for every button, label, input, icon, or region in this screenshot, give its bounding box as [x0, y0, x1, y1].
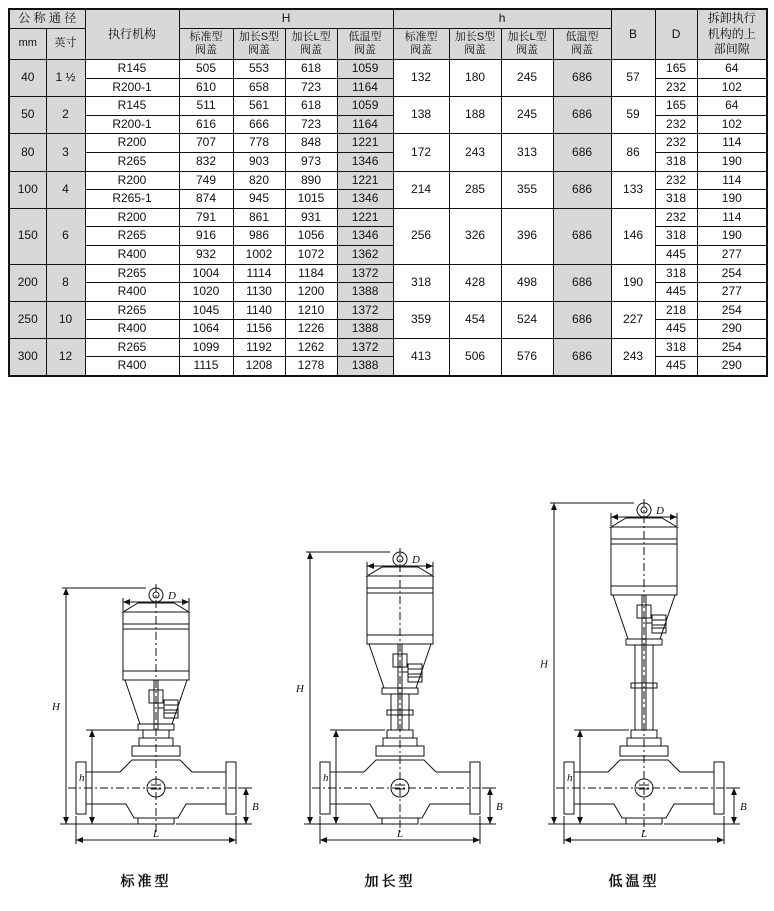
cell-dn-mm: 200	[9, 264, 46, 301]
header-bonnet-type: 加长L型 阀盖	[501, 28, 553, 59]
cell-dn-mm: 250	[9, 301, 46, 338]
cell-actuator: R200-1	[85, 78, 179, 97]
cell-h-value: 686	[553, 338, 611, 376]
cell-actuator: R145	[85, 97, 179, 116]
cell-h-value: 454	[449, 301, 501, 338]
cell-clearance-value: 64	[697, 59, 767, 78]
cell-h-value: 686	[553, 171, 611, 208]
cell-D-value: 318	[655, 338, 697, 357]
cell-H-value: 1346	[337, 227, 393, 246]
table-row	[9, 338, 767, 357]
cell-dn-inch: 6	[46, 208, 85, 264]
cell-H-value: 1221	[337, 208, 393, 227]
valve-drawing-lowtemp	[512, 493, 756, 863]
svg-text:L: L	[153, 828, 160, 841]
table-row	[9, 97, 767, 116]
cell-actuator: R265	[85, 338, 179, 357]
figures-section	[24, 493, 750, 891]
cell-dn-mm: 80	[9, 134, 46, 171]
cell-D-value: 445	[655, 320, 697, 339]
cell-H-value: 1372	[337, 301, 393, 320]
cell-actuator: R200	[85, 208, 179, 227]
cell-dn-inch: 1 ½	[46, 59, 85, 96]
table-row	[9, 171, 767, 190]
cell-dn-mm: 50	[9, 97, 46, 134]
cell-D-value: 318	[655, 227, 697, 246]
cell-clearance-value: 114	[697, 134, 767, 153]
header-inch: 英寸	[46, 28, 85, 59]
cell-actuator: R265	[85, 301, 179, 320]
cell-actuator: R400	[85, 283, 179, 302]
header-H: H	[179, 9, 393, 28]
cell-B-value: 243	[611, 338, 655, 376]
figure-caption-extended: 加长型	[364, 873, 416, 890]
svg-text:L: L	[641, 828, 648, 841]
table-row	[9, 208, 767, 227]
cell-h-value: 686	[553, 97, 611, 134]
cell-h-value: 245	[501, 97, 553, 134]
cell-B-value: 227	[611, 301, 655, 338]
cell-H-value: 1002	[233, 245, 285, 264]
svg-text:D: D	[412, 554, 420, 567]
header-mm: mm	[9, 28, 46, 59]
cell-H-value: 610	[179, 78, 233, 97]
cell-H-value: 832	[179, 152, 233, 171]
cell-h-value: 413	[393, 338, 449, 376]
cell-dn-inch: 10	[46, 301, 85, 338]
cell-dn-inch: 2	[46, 97, 85, 134]
cell-clearance-value: 277	[697, 245, 767, 264]
header-bonnet-type: 加长S型 阀盖	[449, 28, 501, 59]
cell-h-value: 172	[393, 134, 449, 171]
cell-dn-inch: 4	[46, 171, 85, 208]
cell-H-value: 1056	[285, 227, 337, 246]
cell-H-value: 973	[285, 152, 337, 171]
cell-D-value: 318	[655, 152, 697, 171]
cell-D-value: 318	[655, 264, 697, 283]
cell-H-value: 916	[179, 227, 233, 246]
cell-H-value: 1388	[337, 357, 393, 376]
header-h: h	[393, 9, 611, 28]
svg-text:D: D	[168, 590, 176, 603]
cell-h-value: 359	[393, 301, 449, 338]
valve-figure-lowtemp	[512, 493, 756, 891]
cell-H-value: 1221	[337, 134, 393, 153]
cell-clearance-value: 254	[697, 301, 767, 320]
table-row	[9, 301, 767, 320]
cell-B-value: 86	[611, 134, 655, 171]
cell-h-value: 313	[501, 134, 553, 171]
cell-dn-mm: 150	[9, 208, 46, 264]
cell-actuator: R265	[85, 264, 179, 283]
cell-H-value: 1278	[285, 357, 337, 376]
cell-D-value: 445	[655, 245, 697, 264]
cell-actuator: R400	[85, 245, 179, 264]
cell-clearance-value: 64	[697, 97, 767, 116]
cell-H-value: 505	[179, 59, 233, 78]
cell-actuator: R265-1	[85, 190, 179, 209]
cell-clearance-value: 290	[697, 357, 767, 376]
cell-dn-mm: 40	[9, 59, 46, 96]
cell-D-value: 232	[655, 134, 697, 153]
cell-H-value: 1210	[285, 301, 337, 320]
cell-h-value: 245	[501, 59, 553, 96]
cell-H-value: 1020	[179, 283, 233, 302]
valve-diagram	[512, 493, 756, 858]
cell-clearance-value: 190	[697, 190, 767, 209]
cell-H-value: 1130	[233, 283, 285, 302]
cell-h-value: 524	[501, 301, 553, 338]
table-row	[9, 59, 767, 78]
svg-text:h: h	[79, 772, 85, 785]
table-row	[9, 264, 767, 283]
cell-h-value: 326	[449, 208, 501, 264]
cell-H-value: 723	[285, 78, 337, 97]
cell-H-value: 1372	[337, 338, 393, 357]
cell-clearance-value: 190	[697, 152, 767, 171]
cell-H-value: 1184	[285, 264, 337, 283]
cell-clearance-value: 254	[697, 264, 767, 283]
cell-actuator: R200-1	[85, 115, 179, 134]
cell-H-value: 1045	[179, 301, 233, 320]
cell-H-value: 561	[233, 97, 285, 116]
cell-H-value: 1388	[337, 283, 393, 302]
svg-text:B: B	[740, 801, 747, 814]
cell-dn-mm: 300	[9, 338, 46, 376]
cell-h-value: 214	[393, 171, 449, 208]
cell-H-value: 749	[179, 171, 233, 190]
svg-text:B: B	[252, 801, 259, 814]
cell-H-value: 1114	[233, 264, 285, 283]
cell-D-value: 218	[655, 301, 697, 320]
cell-H-value: 1262	[285, 338, 337, 357]
cell-H-value: 1099	[179, 338, 233, 357]
cell-h-value: 243	[449, 134, 501, 171]
cell-actuator: R265	[85, 152, 179, 171]
cell-H-value: 1164	[337, 78, 393, 97]
cell-D-value: 232	[655, 115, 697, 134]
cell-H-value: 1388	[337, 320, 393, 339]
cell-B-value: 59	[611, 97, 655, 134]
header-bonnet-type: 加长L型 阀盖	[285, 28, 337, 59]
cell-D-value: 232	[655, 78, 697, 97]
cell-D-value: 165	[655, 59, 697, 78]
cell-H-value: 723	[285, 115, 337, 134]
cell-dn-inch: 12	[46, 338, 85, 376]
cell-h-value: 256	[393, 208, 449, 264]
cell-H-value: 1226	[285, 320, 337, 339]
header-actuator: 执行机构	[85, 9, 179, 59]
valve-drawing-standard	[24, 578, 268, 863]
cell-H-value: 511	[179, 97, 233, 116]
cell-D-value: 232	[655, 208, 697, 227]
svg-text:h: h	[567, 772, 573, 785]
cell-clearance-value: 102	[697, 78, 767, 97]
cell-h-value: 506	[449, 338, 501, 376]
header-bonnet-type: 低温型 阀盖	[337, 28, 393, 59]
cell-H-value: 931	[285, 208, 337, 227]
cell-H-value: 553	[233, 59, 285, 78]
cell-clearance-value: 114	[697, 171, 767, 190]
svg-text:H: H	[296, 683, 304, 696]
cell-h-value: 686	[553, 59, 611, 96]
valve-diagram	[24, 578, 268, 858]
cell-H-value: 1156	[233, 320, 285, 339]
cell-H-value: 1346	[337, 190, 393, 209]
cell-B-value: 133	[611, 171, 655, 208]
figure-caption-lowtemp: 低温型	[608, 873, 660, 890]
cell-actuator: R400	[85, 357, 179, 376]
cell-H-value: 791	[179, 208, 233, 227]
cell-h-value: 318	[393, 264, 449, 301]
svg-text:H: H	[540, 658, 548, 671]
cell-H-value: 1004	[179, 264, 233, 283]
cell-B-value: 190	[611, 264, 655, 301]
svg-text:B: B	[496, 801, 503, 814]
header-bonnet-type: 低温型 阀盖	[553, 28, 611, 59]
header-bonnet-type: 标准型 阀盖	[393, 28, 449, 59]
cell-D-value: 318	[655, 190, 697, 209]
cell-h-value: 686	[553, 301, 611, 338]
header-clearance: 拆卸执行 机构的上 部间隙	[697, 9, 767, 59]
header-D: D	[655, 9, 697, 59]
cell-H-value: 874	[179, 190, 233, 209]
cell-H-value: 1015	[285, 190, 337, 209]
cell-clearance-value: 290	[697, 320, 767, 339]
cell-H-value: 666	[233, 115, 285, 134]
valve-figure-standard	[24, 578, 268, 891]
cell-B-value: 146	[611, 208, 655, 264]
cell-h-value: 285	[449, 171, 501, 208]
cell-H-value: 1140	[233, 301, 285, 320]
valve-drawing-extended	[268, 542, 512, 863]
cell-h-value: 686	[553, 264, 611, 301]
cell-H-value: 1372	[337, 264, 393, 283]
cell-h-value: 180	[449, 59, 501, 96]
cell-clearance-value: 102	[697, 115, 767, 134]
cell-H-value: 932	[179, 245, 233, 264]
header-B: B	[611, 9, 655, 59]
cell-H-value: 616	[179, 115, 233, 134]
header-nominal-diameter: 公 称 通 径	[9, 9, 85, 28]
cell-clearance-value: 254	[697, 338, 767, 357]
cell-D-value: 232	[655, 171, 697, 190]
cell-h-value: 498	[501, 264, 553, 301]
cell-dn-inch: 3	[46, 134, 85, 171]
cell-H-value: 903	[233, 152, 285, 171]
cell-h-value: 576	[501, 338, 553, 376]
spec-table	[8, 8, 768, 377]
cell-H-value: 618	[285, 59, 337, 78]
cell-H-value: 1059	[337, 97, 393, 116]
valve-diagram	[268, 542, 512, 858]
cell-h-value: 132	[393, 59, 449, 96]
header-bonnet-type: 标准型 阀盖	[179, 28, 233, 59]
cell-D-value: 445	[655, 357, 697, 376]
cell-H-value: 1072	[285, 245, 337, 264]
valve-figure-extended	[268, 542, 512, 891]
cell-actuator: R400	[85, 320, 179, 339]
figure-caption-standard: 标准型	[120, 873, 172, 890]
cell-H-value: 1362	[337, 245, 393, 264]
cell-H-value: 1200	[285, 283, 337, 302]
cell-h-value: 396	[501, 208, 553, 264]
cell-clearance-value: 114	[697, 208, 767, 227]
cell-H-value: 820	[233, 171, 285, 190]
cell-actuator: R200	[85, 171, 179, 190]
cell-dn-inch: 8	[46, 264, 85, 301]
cell-B-value: 57	[611, 59, 655, 96]
cell-dn-mm: 100	[9, 171, 46, 208]
cell-H-value: 945	[233, 190, 285, 209]
cell-H-value: 778	[233, 134, 285, 153]
cell-H-value: 1059	[337, 59, 393, 78]
cell-H-value: 1208	[233, 357, 285, 376]
cell-actuator: R265	[85, 227, 179, 246]
svg-text:D: D	[656, 505, 664, 518]
cell-D-value: 165	[655, 97, 697, 116]
cell-H-value: 1346	[337, 152, 393, 171]
header-bonnet-type: 加长S型 阀盖	[233, 28, 285, 59]
cell-clearance-value: 190	[697, 227, 767, 246]
cell-D-value: 445	[655, 283, 697, 302]
cell-H-value: 1192	[233, 338, 285, 357]
cell-H-value: 986	[233, 227, 285, 246]
svg-text:h: h	[323, 772, 329, 785]
cell-H-value: 848	[285, 134, 337, 153]
svg-text:H: H	[52, 701, 60, 714]
table-row	[9, 134, 767, 153]
cell-h-value: 188	[449, 97, 501, 134]
cell-H-value: 658	[233, 78, 285, 97]
cell-h-value: 355	[501, 171, 553, 208]
cell-H-value: 1221	[337, 171, 393, 190]
cell-actuator: R145	[85, 59, 179, 78]
cell-H-value: 707	[179, 134, 233, 153]
cell-H-value: 861	[233, 208, 285, 227]
cell-H-value: 890	[285, 171, 337, 190]
cell-h-value: 686	[553, 208, 611, 264]
cell-H-value: 1115	[179, 357, 233, 376]
cell-h-value: 138	[393, 97, 449, 134]
cell-H-value: 1164	[337, 115, 393, 134]
cell-H-value: 618	[285, 97, 337, 116]
cell-clearance-value: 277	[697, 283, 767, 302]
cell-actuator: R200	[85, 134, 179, 153]
cell-H-value: 1064	[179, 320, 233, 339]
cell-h-value: 428	[449, 264, 501, 301]
cell-h-value: 686	[553, 134, 611, 171]
svg-text:L: L	[397, 828, 404, 841]
